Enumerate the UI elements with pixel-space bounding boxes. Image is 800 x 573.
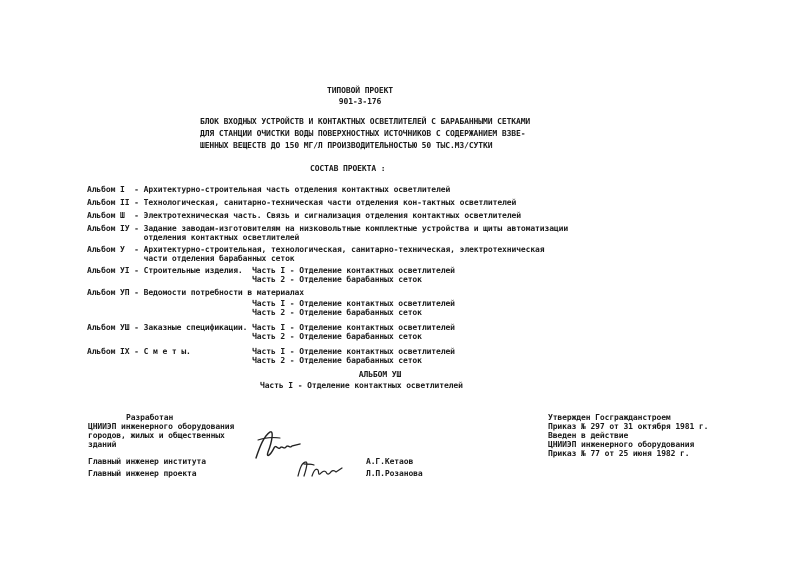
- title-line-2: ДЛЯ СТАНЦИИ ОЧИСТКИ ВОДЫ ПОВЕРХНОСТНЫХ ИСТОЧНИКОВ С СОДЕРЖАНИЕМ ВЗВЕ-: [200, 129, 526, 138]
- album-4-line-1: Альбом IУ - Задание заводам-изготовителям на низковольтные комплектные устройства и щиты автоматизации: [87, 224, 569, 233]
- album-6-line-1: Альбом УI - Строительные изделия. Часть I - Отделение контактных осветлителей: [87, 266, 455, 275]
- approval-line-4: ЦНИИЭП инженерного оборудования: [548, 440, 695, 449]
- approval-line-3: Введен в действие: [548, 431, 629, 440]
- approval-line-2: Приказ № 297 от 31 октября 1981 г.: [548, 422, 709, 431]
- album-2: Альбом II - Технологическая, санитарно-техническая части отделения кон-тактных осветлителей: [87, 198, 517, 207]
- album-viii-part: Часть I - Отделение контактных осветлителей: [260, 381, 463, 390]
- album-4-line-2: отделения контактных осветлителей: [87, 233, 300, 242]
- title-line-3: ШЕННЫХ ВЕЩЕСТВ ДО 150 МГ/Л ПРОИЗВОДИТЕЛЬНОСТЬЮ 50 ТЫС.М3/СУТКИ: [200, 141, 493, 150]
- album-8-line-2: Часть 2 - Отделение барабанных сеток: [87, 332, 422, 341]
- album-9-line-1: Альбом IX - С м е т ы. Часть I - Отделение контактных осветлителей: [87, 347, 455, 356]
- album-3: Альбом Ш - Электротехническая часть. Связь и сигнализация отделения контактных осветлителей: [87, 211, 521, 220]
- composition-heading: СОСТАВ ПРОЕКТА :: [310, 164, 386, 173]
- approval-line-5: Приказ № 77 от 25 июня 1982 г.: [548, 449, 690, 458]
- signatory-role-1: Главный инженер института: [88, 457, 206, 466]
- title-line-1: БЛОК ВХОДНЫХ УСТРОЙСТВ И КОНТАКТНЫХ ОСВЕТЛИТЕЛЕЙ С БАРАБАННЫМИ СЕТКАМИ: [200, 117, 531, 126]
- project-number: 901-3-176: [338, 97, 382, 106]
- album-9-line-2: Часть 2 - Отделение барабанных сеток: [87, 356, 422, 365]
- developer-org-3: зданий: [88, 440, 117, 449]
- developer-org-1: ЦНИИЭП инженерного оборудования: [88, 422, 235, 431]
- album-8-line-1: Альбом УШ - Заказные спецификации. Часть I - Отделение контактных осветлителей: [87, 323, 455, 332]
- album-viii-heading: АЛЬБОМ УШ: [358, 370, 402, 379]
- signatory-role-2: Главный инженер проекта: [88, 469, 197, 478]
- album-1: Альбом I - Архитектурно-строительная часть отделения контактных осветлителей: [87, 185, 451, 194]
- signatory-name-1: А.Г.Кетаов: [366, 457, 414, 466]
- album-6-line-2: Часть 2 - Отделение барабанных сеток: [87, 275, 422, 284]
- album-7-heading: Альбом УП - Ведомости потребности в материалах: [87, 288, 304, 297]
- album-7-line-1: Часть I - Отделение контактных осветлителей: [87, 299, 455, 308]
- signatory-name-2: Л.П.Розанова: [366, 469, 423, 478]
- album-7-line-2: Часть 2 - Отделение барабанных сеток: [87, 308, 422, 317]
- handwritten-signature-2: [294, 456, 350, 482]
- project-type: ТИПОВОЙ ПРОЕКТ: [326, 86, 394, 95]
- album-5-line-1: Альбом У - Архитектурно-строительная, технологическая, санитарно-техническая, электротехническая: [87, 245, 545, 254]
- album-5-line-2: части отделения барабанных сеток: [87, 254, 295, 263]
- developer-label: Разработан: [126, 413, 174, 422]
- developer-org-2: городов, жилых и общественных: [88, 431, 225, 440]
- approval-line-1: Утвержден Госгражданстроем: [548, 413, 671, 422]
